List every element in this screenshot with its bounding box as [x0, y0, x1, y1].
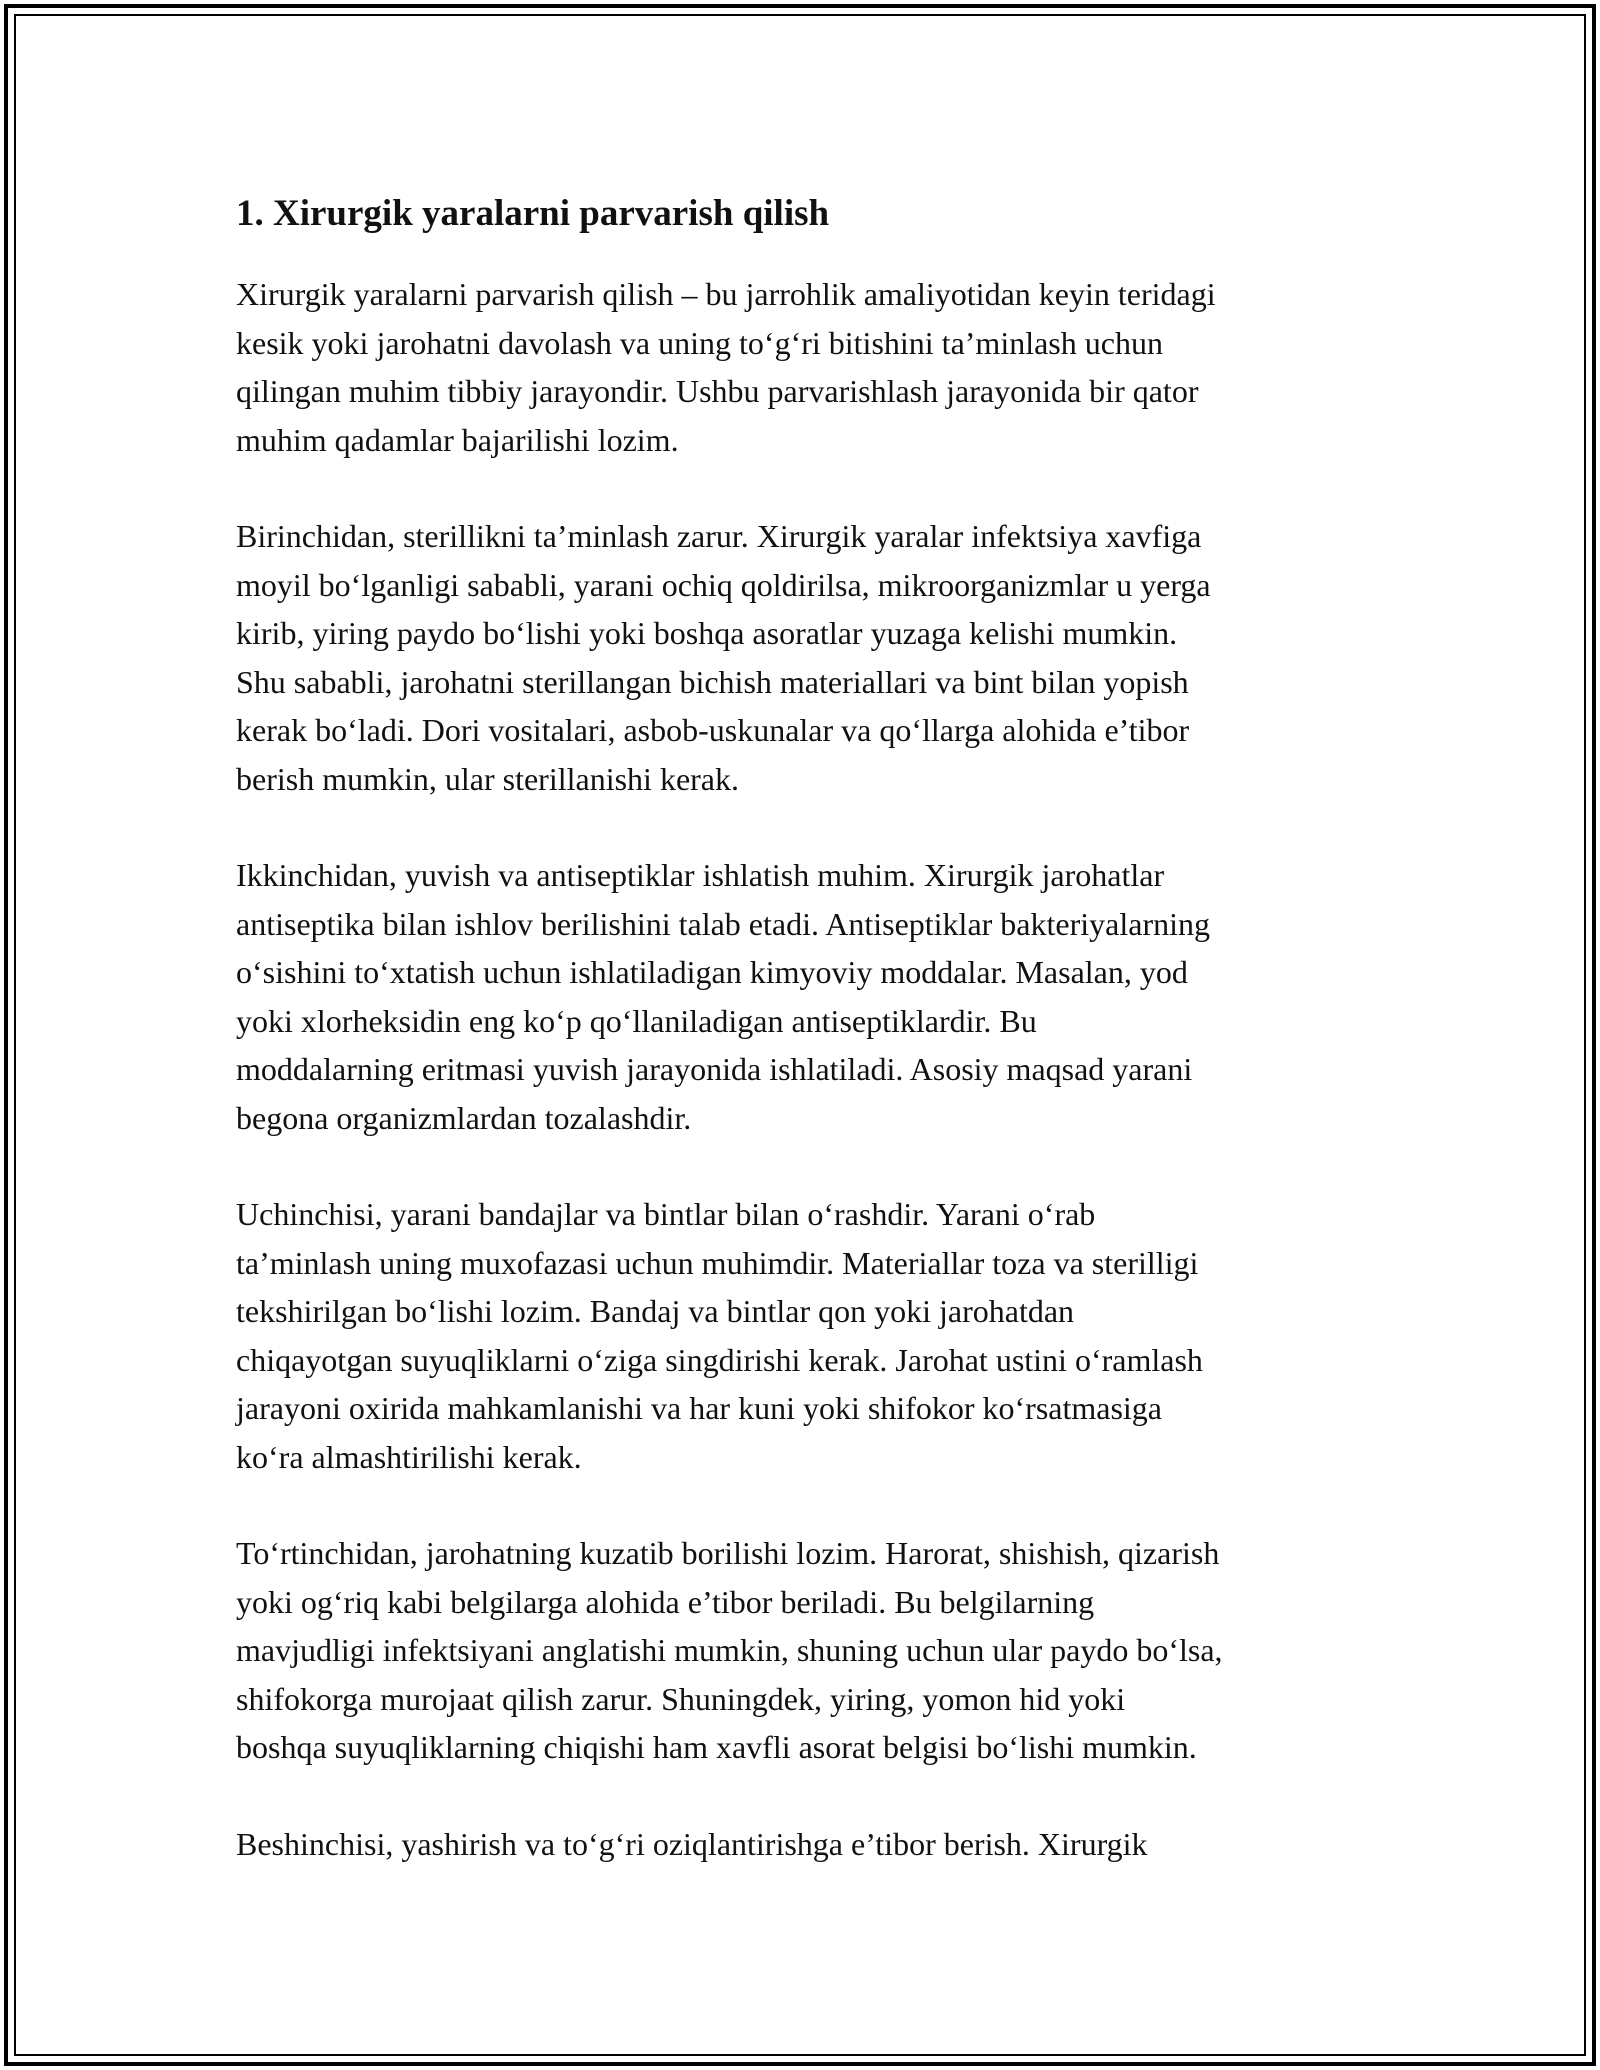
paragraph-line: chiqayotgan suyuqliklarni o‘ziga singdirishi kerak. Jarohat ustini o‘ramlash — [236, 1341, 1203, 1378]
paragraph-container — [236, 270, 1376, 1868]
paragraph — [236, 1190, 1376, 1481]
paragraph-line: o‘sishini to‘xtatish uchun ishlatiladigan kimyoviy moddalar. Masalan, yod — [236, 954, 1188, 990]
paragraph-line: ko‘ra almashtirilishi kerak. — [236, 1438, 582, 1475]
document-body — [236, 186, 1376, 1916]
paragraph — [236, 1820, 1376, 1869]
paragraph-line: yoki og‘riq kabi belgilarga alohida e’tibor beriladi. Bu belgilarning — [236, 1583, 1095, 1620]
paragraph-line: qilingan muhim tibbiy jarayondir. Ushbu parvarishlash jarayonida bir qator — [236, 373, 1199, 409]
paragraph — [236, 270, 1376, 464]
paragraph — [236, 512, 1376, 803]
paragraph — [236, 851, 1376, 1142]
paragraph-line: mavjudligi infektsiyani anglatishi mumkin, shuning uchun ular paydo bo‘lsa, — [236, 1632, 1223, 1668]
paragraph-line: Xirurgik yaralarni parvarish qilish – bu jarrohlik amaliyotidan keyin teridagi — [236, 276, 1216, 312]
paragraph-line: begona organizmlardan tozalashdir. — [236, 1099, 692, 1136]
paragraph-line: jarayoni oxirida mahkamlanishi va har kuni yoki shifokor ko‘rsatmasiga — [236, 1390, 1162, 1426]
paragraph-line: Beshinchisi, yashirish va to‘g‘ri oziqlantirishga e’tibor berish. Xirurgik — [236, 1825, 1148, 1862]
paragraph-line: moyil bo‘lganligi sababli, yarani ochiq qoldirilsa, mikroorganizmlar u yerga — [236, 566, 1211, 603]
paragraph-line: Shu sababli, jarohatni sterillangan bichish materiallari va bint bilan yopish — [236, 663, 1189, 700]
paragraph-line: boshqa suyuqliklarning chiqishi ham xavfli asorat belgisi bo‘lishi mumkin. — [236, 1729, 1197, 1765]
paragraph-line: kerak bo‘ladi. Dori vositalari, asbob-uskunalar va qo‘llarga alohida e’tibor — [236, 712, 1190, 748]
paragraph-line: Birinchidan, sterillikni ta’minlash zarur. Xirurgik yaralar infektsiya xavfiga — [236, 518, 1202, 554]
paragraph-line: kirib, yiring paydo bo‘lishi yoki boshqa asoratlar yuzaga kelishi mumkin. — [236, 615, 1178, 651]
section-title: 1. Xirurgik yaralarni parvarish qilish — [236, 193, 830, 234]
paragraph-line: ta’minlash uning muxofazasi uchun muhimdir. Materiallar toza va sterilligi — [236, 1244, 1199, 1281]
paragraph-line: Ikkinchidan, yuvish va antiseptiklar ishlatish muhim. Xirurgik jarohatlar — [236, 857, 1165, 893]
paragraph-line: tekshirilgan bo‘lishi lozim. Bandaj va bintlar qon yoki jarohatdan — [236, 1293, 1075, 1329]
paragraph-line: To‘rtinchidan, jarohatning kuzatib borilishi lozim. Harorat, shishish, qizarish — [236, 1535, 1220, 1571]
paragraph-line: kesik yoki jarohatni davolash va uning to‘g‘ri bitishini ta’minlash uchun — [236, 324, 1163, 361]
paragraph-line: shifokorga murojaat qilish zarur. Shuningdek, yiring, yomon hid yoki — [236, 1680, 1126, 1717]
paragraph-line: berish mumkin, ular sterillanishi kerak. — [236, 760, 739, 797]
paragraph — [236, 1529, 1376, 1772]
paragraph-line: yoki xlorheksidin eng ko‘p qo‘llaniladigan antiseptiklardir. Bu — [236, 1002, 1037, 1039]
paragraph-line: muhim qadamlar bajarilishi lozim. — [236, 421, 679, 458]
paragraph-line: Uchinchisi, yarani bandajlar va bintlar bilan o‘rashdir. Yarani o‘rab — [236, 1196, 1096, 1232]
paragraph-line: antiseptika bilan ishlov berilishini talab etadi. Antiseptiklar bakteriyalarning — [236, 905, 1210, 942]
paragraph-line: moddalarning eritmasi yuvish jarayonida ishlatiladi. Asosiy maqsad yarani — [236, 1051, 1193, 1087]
